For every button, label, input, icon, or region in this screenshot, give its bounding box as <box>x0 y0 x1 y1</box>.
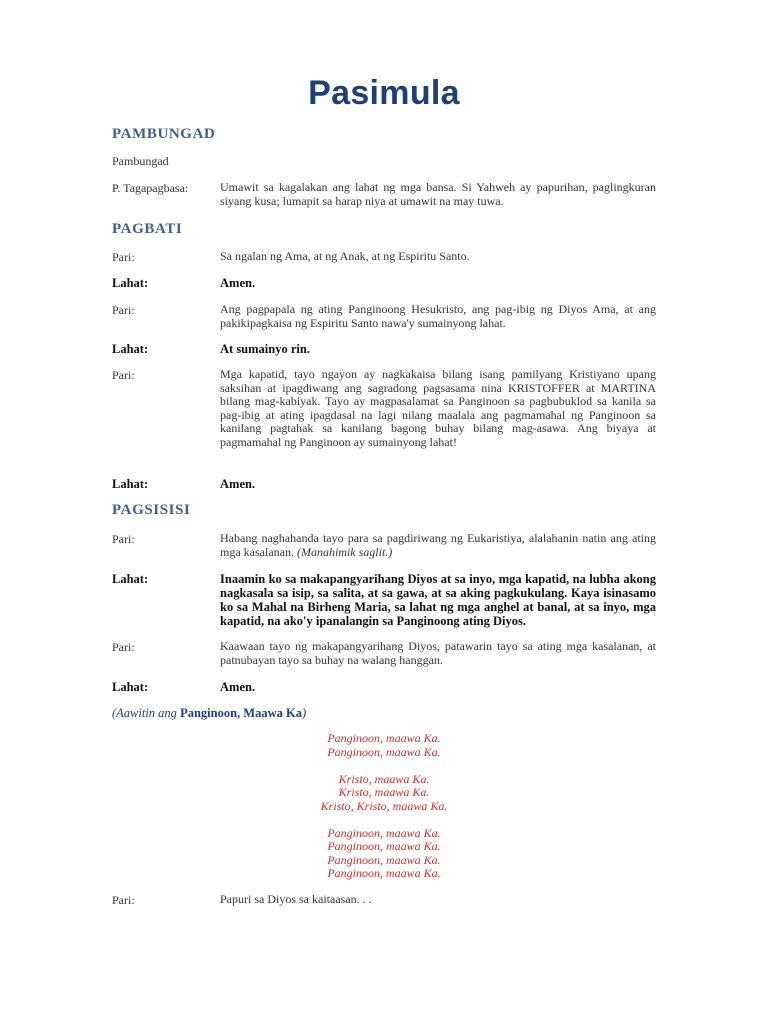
line-pagsisisi-2 <box>112 572 656 628</box>
line-pagbati-6 <box>112 477 656 492</box>
chant-line: Panginoon, maawa Ka. <box>327 744 441 759</box>
speaker-label: Pari: <box>112 532 135 546</box>
line-pagsisisi-1 <box>112 532 656 559</box>
line-pagbati-1 <box>112 250 656 265</box>
line-text <box>220 532 656 559</box>
line-text: Inaamin ko sa makapangyarihang Diyos at sa inyo, mga kapatid, na lubha akong nagkasala sa isip, sa salita, at sa gawa, at sa aking pagkukulang. Kaya isinasamo ko sa Mahal na Birheng Maria, sa lahat ng mga anghel at banal, at sa inyo, mga kapatid, na ako'y ipanalangin sa Panginoong ating Diyos. <box>220 572 656 628</box>
speaker-label: Lahat: <box>112 342 149 356</box>
line-pagbati-2 <box>112 276 656 291</box>
line-text: Umawit sa kagalakan ang lahat ng mga bansa. Si Yahweh ay papurihan, paglingkuran siyang kusa; lumapit sa harap niya at umawit na may tuwa. <box>220 180 656 208</box>
silence-note: (Manahimik saglit.) <box>296 544 393 559</box>
line-final <box>112 893 656 908</box>
speaker-label: Lahat: <box>112 680 149 694</box>
speaker-label: Lahat: <box>112 572 149 586</box>
line-text: At sumainyo rin. <box>220 342 310 356</box>
chant-line: Panginoon, maawa Ka. <box>327 852 441 867</box>
section-heading-pagbati: PAGBATI <box>112 221 183 237</box>
line-pagsisisi-3 <box>112 640 656 667</box>
page-title: Pasimula <box>308 74 460 112</box>
chant-line: Panginoon, maawa Ka. <box>327 866 441 880</box>
line-text: Amen. <box>220 680 256 694</box>
chant-block <box>0 732 768 881</box>
line-text: Mga kapatid, tayo ngayon ay nagkakaisa bilang isang pamilyang Kristiyano upang saksihan at ipagdiwang ang sagradong pagsasama nina KRISTOFFER at MARTINA bilang mag-kabiyak. Tayo ay magpasalamat sa Panginoon sa pagbubuklod sa kanila sa pag-ibig at ating ipagdasal na lagi nilang maalala ang pagmamahal ng Panginoon sa kanilang pagtahak sa kanilang bagong buhay bilang mag-asawa. Ang biyaya at pagmamahal ng Panginoon ay sumainyong lahat! <box>220 367 656 449</box>
line-pambungad <box>112 181 656 208</box>
speaker-label: Pari: <box>112 893 135 907</box>
song-instruction-pre: (Aawitin ang <box>112 706 177 720</box>
subheading-pambungad: Pambungad <box>112 154 169 168</box>
chant-line: Panginoon, maawa Ka. <box>327 731 441 745</box>
line-text: Sa ngalan ng Ama, at ng Anak, at ng Espiritu Santo. <box>220 249 470 263</box>
speaker-label: Pari: <box>112 303 135 317</box>
section-heading-pagsisisi: PAGSISISI <box>112 502 191 518</box>
chant-line: Panginoon, maawa Ka. <box>327 839 441 853</box>
line-text: Papuri sa Diyos sa kaitaasan. . . <box>220 892 372 906</box>
speaker-label: Lahat: <box>112 477 149 491</box>
chant-line: Kristo, maawa Ka. <box>338 771 430 786</box>
line-text: Amen. <box>220 477 256 491</box>
line-pagbati-3 <box>112 303 656 330</box>
song-title: Panginoon, Maawa Ka <box>180 706 302 720</box>
line-pagbati-4 <box>112 342 656 357</box>
section-heading-pambungad: PAMBUNGAD <box>112 126 216 142</box>
line-text: Kaawaan tayo ng makapangyarihang Diyos, patawarin tayo sa ating mga kasalanan, at patnubayan tayo sa buhay na walang hanggan. <box>220 639 656 667</box>
speaker-label: Lahat: <box>112 276 149 290</box>
speaker-label: P. Tagapagbasa: <box>112 181 189 195</box>
song-instruction <box>112 706 306 721</box>
line-text: Ang pagpapala ng ating Panginoong Hesukristo, ang pag-ibig ng Diyos Ama, at ang pakikipagkaisa ng Espiritu Santo nawa'y sumainyong lahat. <box>220 302 656 330</box>
line-text-main: Habang naghahanda tayo para sa pagdiriwang ng Eukaristiya, alalahanin natin ang ating mga kasalanan. <box>220 531 656 559</box>
chant-line: Kristo, Kristo, maawa Ka. <box>320 798 448 813</box>
song-instruction-post: ) <box>301 706 307 720</box>
chant-spacer <box>0 759 768 773</box>
speaker-label: Pari: <box>112 250 135 264</box>
chant-line: Panginoon, maawa Ka. <box>327 825 441 840</box>
line-text: Amen. <box>220 276 256 290</box>
line-pagsisisi-4 <box>112 680 656 695</box>
chant-line: Kristo, maawa Ka. <box>338 785 430 799</box>
chant-spacer <box>0 813 768 827</box>
speaker-label: Pari: <box>112 640 135 654</box>
speaker-label: Pari: <box>112 368 135 382</box>
line-pagbati-5 <box>112 368 656 449</box>
